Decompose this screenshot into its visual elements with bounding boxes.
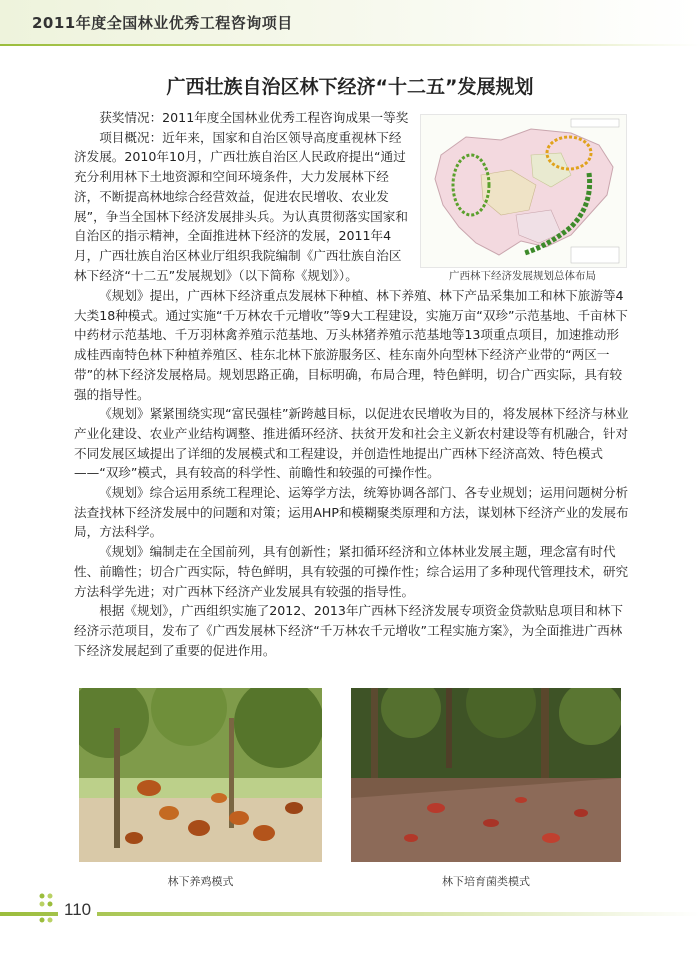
map-caption: 广西林下经济发展规划总体布局	[449, 270, 596, 282]
layout-map-image	[420, 114, 627, 268]
paragraph: 《规划》综合运用系统工程理论、运筹学方法，统筹协调各部门、各专业规划；运用问题树分析法查找林下经济发展中的问题和对策；运用AHP和模糊聚类原理和方法，谋划林下经济产业的发展布局，方法科学。	[74, 485, 629, 540]
page-number: 110	[58, 900, 97, 920]
paragraph: 《规划》提出，广西林下经济重点发展林下种植、林下养殖、林下产品采集加工和林下旅游等4大类18种模式。通过实施“千万林农千元增收”等9大工程建设，实施万亩“双珍”示范基地、千亩林下中药材示范基地、千万羽林禽养殖示范基地、万头林猪养殖示范基地等13项重点项目，加速推动形成桂西南特色林下种植养殖区、桂东北林下旅游服务区、桂东南外向型林下经济产业带的“两区一带”的林下经济发展格局。规划思路正确，目标明确，布局合理，特色鲜明，切合广西实际，具有较强的指导性。	[74, 288, 628, 402]
main-text	[74, 286, 630, 660]
header-divider	[0, 44, 700, 46]
header-bar	[0, 0, 700, 44]
photo2-caption: 林下培育菌类模式	[442, 875, 530, 888]
article-title: 广西壮族自治区林下经济“十二五”发展规划	[166, 76, 534, 98]
award-paragraph: 获奖情况：2011年度全国林业优秀工程咨询成果一等奖	[99, 110, 409, 125]
paragraph: 根据《规划》，广西组织实施了2012、2013年广西林下经济发展专项资金贷款贴息项目和林下经济示范项目，发布了《广西发展林下经济“千万林农千元增收”工程实施方案》，为全面推进广西林下经济发展起到了重要的促进作用。	[74, 603, 623, 658]
mushroom-cultivation-photo	[351, 688, 621, 862]
overview-paragraph: 项目概况：近年来，国家和自治区领导高度重视林下经济发展。2010年10月，广西壮族自治区人民政府提出“通过充分利用林下土地资源和空间环境条件，大力发展林下经济，不断提高林地综合经营效益，促进农民增收、农业发展”，争当全国林下经济发展排头兵。为认真贯彻落实国家和自治区的指示精神，全面推进林下经济的发展，2011年4月，广西壮族自治区林业厅组织我院编制《广西壮族自治区林下经济“十二五”发展规划》（以下简称《规划》）。	[74, 129, 408, 283]
footer-divider	[0, 912, 700, 916]
chicken-farming-photo	[79, 688, 322, 862]
photo1-caption: 林下养鸡模式	[167, 875, 234, 888]
intro-text	[74, 108, 410, 285]
header-title: 2011年度全国林业优秀工程咨询项目	[32, 14, 293, 32]
dots-decoration-icon	[36, 890, 58, 926]
paragraph: 《规划》紧紧围绕实现“富民强桂”新跨越目标，以促进农民增收为目的，将发展林下经济与林业产业化建设、农业产业结构调整、推进循环经济、扶贫开发和社会主义新农村建设等有机融合，针对不同发展区域提出了详细的发展模式和工程建设，并创造性地提出广西林下经济高效、特色模式——“双珍”模式，具有较高的科学性、前瞻性和较强的可操作性。	[74, 406, 629, 481]
paragraph: 《规划》编制走在全国前列，具有创新性；紧扣循环经济和立体林业发展主题，理念富有时代性、前瞻性；切合广西实际，特色鲜明，具有较强的可操作性；综合运用了多种现代管理技术，研究方法科学先进；对广西林下经济产业发展具有较强的指导性。	[74, 544, 629, 599]
